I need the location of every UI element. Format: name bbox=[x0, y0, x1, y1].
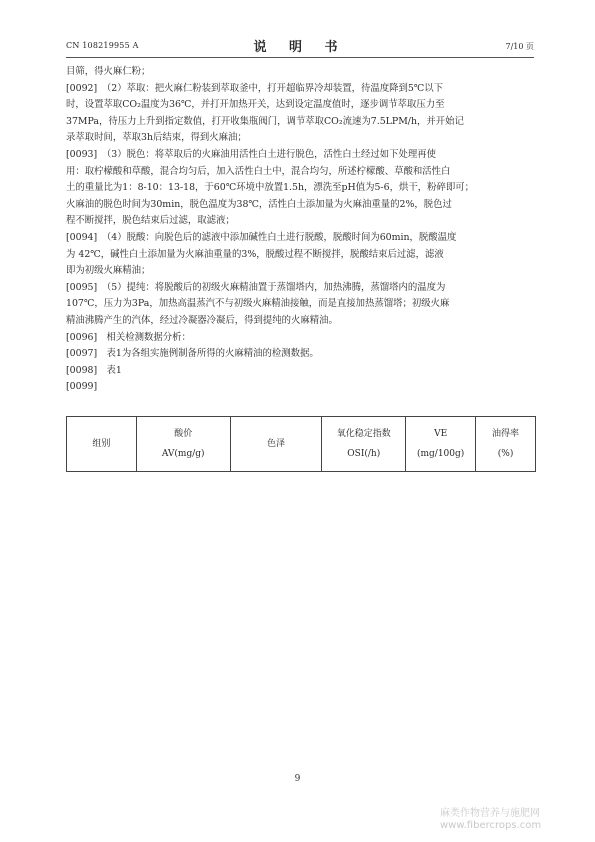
page-header bbox=[66, 36, 534, 54]
text-line: [0093] （3）脱色：将萃取后的火麻油用活性白土进行脱色，活性白土经过如下处理再使 bbox=[66, 148, 436, 160]
header-divider bbox=[66, 57, 534, 58]
text-line: 即为初级火麻精油； bbox=[66, 265, 151, 277]
text-line: 精油沸腾产生的汽体，经过冷凝器冷凝后，得到提纯的火麻精油。 bbox=[66, 314, 338, 326]
text-line: 时，设置萃取CO₂温度为36℃，并打开加热开关，达到设定温度值时，逐步调节萃取压力至 bbox=[66, 99, 445, 111]
text-line: 用：取柠檬酸和草酸，混合均匀后，加入活性白土中，混合均匀，所述柠檬酸、草酸和活性白 bbox=[66, 165, 451, 177]
table-header-row bbox=[67, 417, 536, 472]
watermark-line-2: www.fibercrops.com bbox=[440, 820, 542, 831]
table-header-cell bbox=[406, 417, 476, 472]
table-header-text: 色泽 bbox=[266, 439, 285, 449]
table-header-text: 氧化稳定指数 bbox=[336, 429, 391, 439]
text-line: [0094] （4）脱酸：向脱色后的滤液中添加碱性白土进行脱酸，脱酸时间为60min，脱酸温度 bbox=[66, 231, 457, 243]
page-number: 9 bbox=[294, 774, 301, 784]
table-header-text: VE bbox=[434, 429, 448, 439]
table-header-text: OSI(/h) bbox=[347, 449, 381, 459]
text-line: 为 42℃，碱性白土添加量为火麻油重量的3%，脱酸过程不断搅拌，脱酸结束后过滤，滤液 bbox=[66, 248, 444, 260]
patent-number: CN 108219955 A bbox=[66, 41, 139, 50]
text-line: 程不断搅拌，脱色结束后过滤，取滤液； bbox=[66, 215, 235, 227]
text-line: [0097] 表1为各组实施例制备所得的火麻精油的检测数据。 bbox=[66, 348, 319, 360]
text-line: 录萃取时间，萃取3h后结束，得到火麻油； bbox=[66, 132, 247, 144]
text-line: 107℃，压力为3Pa，加热高温蒸汽不与初级火麻精油接触，而是直接加热蒸馏塔；初级火麻 bbox=[66, 298, 450, 310]
table-1 bbox=[66, 416, 536, 472]
table-header-text: AV(mg/g) bbox=[161, 449, 205, 459]
table-header-cell bbox=[230, 417, 322, 472]
text-line: 目筛，得火麻仁粉； bbox=[66, 66, 151, 77]
site-watermark bbox=[440, 808, 541, 832]
table-header-text: (%) bbox=[497, 449, 514, 459]
watermark-line-1: 麻类作物营养与施肥网 bbox=[440, 808, 540, 819]
table-header-text: 组别 bbox=[92, 439, 111, 449]
page-indicator: 7/10 页 bbox=[505, 42, 534, 51]
text-line: [0096] 相关检测数据分析： bbox=[66, 331, 191, 343]
table-header-cell bbox=[476, 417, 536, 472]
text-line: 火麻油的脱色时间为30min，脱色温度为38℃，活性白土添加量为火麻油重量的2%，脱色过 bbox=[66, 198, 452, 210]
text-line: [0099] bbox=[66, 381, 98, 393]
document-title: 说 明 书 bbox=[253, 40, 347, 55]
table-header-cell bbox=[136, 417, 230, 472]
table-header-cell bbox=[322, 417, 406, 472]
text-line: 土的重量比为1：8-10：13-18，于60℃环境中放置1.5h，漂洗至pH值为5-6，烘干，粉碎即可； bbox=[66, 182, 474, 194]
text-line: [0098] 表1 bbox=[66, 364, 122, 376]
table-header-cell bbox=[67, 417, 137, 472]
table-header-text: (mg/100g) bbox=[416, 449, 465, 459]
table-header-text: 酸价 bbox=[174, 429, 193, 439]
table-header-text: 油得率 bbox=[492, 429, 520, 439]
description-body bbox=[66, 64, 536, 396]
text-line: 37MPa，待压力上升到指定数值，打开收集瓶阀门，调节萃取CO₂流速为7.5LPM/h，并开始记 bbox=[66, 115, 464, 127]
text-line: [0092] （2）萃取：把火麻仁粉装到萃取釜中，打开超临界冷却装置，待温度降到5℃以下 bbox=[66, 82, 444, 94]
text-line: [0095] （5）提纯：将脱酸后的初级火麻精油置于蒸馏塔内，加热沸腾，蒸馏塔内的温度为 bbox=[66, 281, 446, 293]
